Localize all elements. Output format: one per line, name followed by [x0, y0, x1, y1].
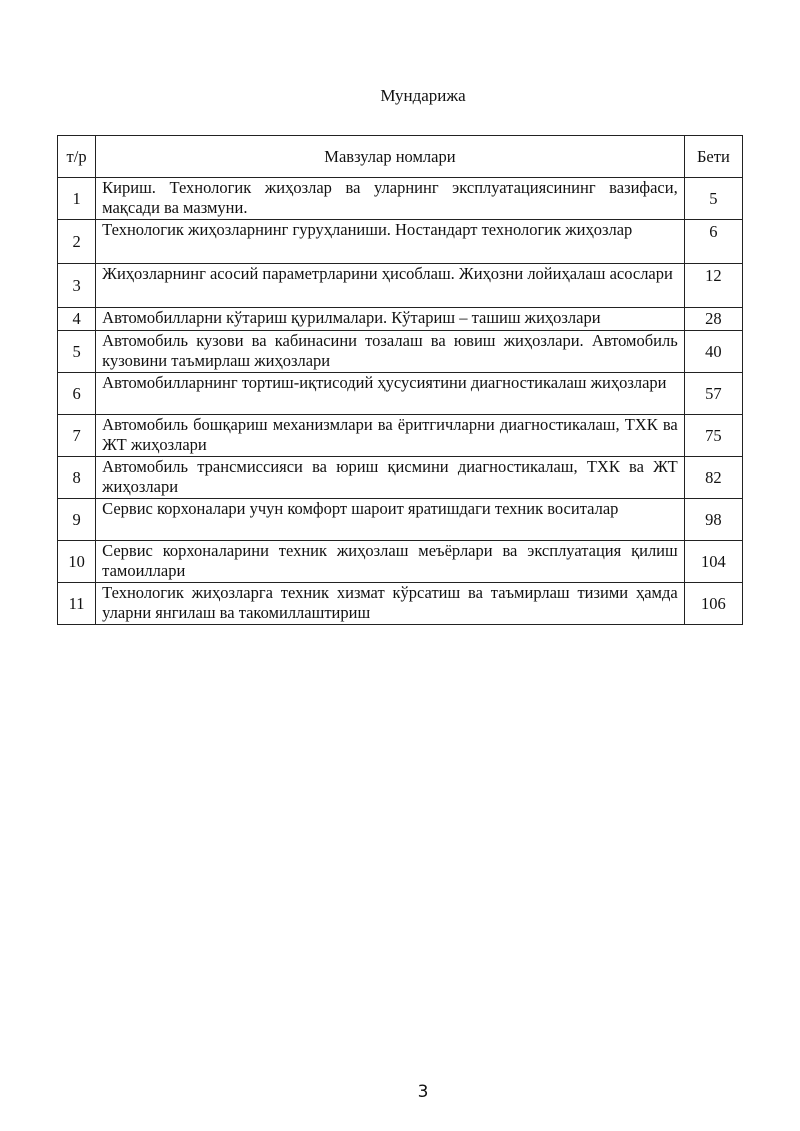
- table-row: [58, 331, 743, 373]
- header-topic: Мавзулар номлари: [96, 136, 685, 178]
- row-number: 1: [58, 178, 96, 220]
- table-row: [58, 373, 743, 415]
- row-number: 9: [58, 499, 96, 541]
- table-row: [58, 415, 743, 457]
- row-number: 2: [58, 220, 96, 264]
- row-page: 98: [684, 499, 742, 541]
- row-page: 104: [684, 541, 742, 583]
- row-page: 40: [684, 331, 742, 373]
- row-topic: Автомобилларнинг тортиш-иқтисодий ҳусусиятини диагностикалаш жиҳозлари: [96, 373, 685, 415]
- row-number: 7: [58, 415, 96, 457]
- table-row: [58, 308, 743, 331]
- table-row: [58, 178, 743, 220]
- row-number: 6: [58, 373, 96, 415]
- row-page: 57: [684, 373, 742, 415]
- row-page: 5: [684, 178, 742, 220]
- table-row: [58, 499, 743, 541]
- row-topic: Сервис корхоналарини техник жиҳозлаш меъёрлари ва эксплуатация қилиш тамоиллари: [96, 541, 685, 583]
- table-row: [58, 220, 743, 264]
- row-page: 6: [684, 220, 742, 264]
- row-number: 5: [58, 331, 96, 373]
- row-number: 11: [58, 583, 96, 625]
- table-row: [58, 541, 743, 583]
- row-number: 10: [58, 541, 96, 583]
- row-page: 75: [684, 415, 742, 457]
- row-topic: Жиҳозларнинг асосий параметрларини ҳисоблаш. Жиҳозни лойиҳалаш асослари: [96, 264, 685, 308]
- table-header-row: [58, 136, 743, 178]
- table-row: [58, 583, 743, 625]
- row-topic: Сервис корхоналари учун комфорт шароит яратишдаги техник воситалар: [96, 499, 685, 541]
- header-num: т/р: [58, 136, 96, 178]
- row-number: 3: [58, 264, 96, 308]
- row-page: 82: [684, 457, 742, 499]
- row-topic: Кириш. Технологик жиҳозлар ва уларнинг эксплуатациясининг вазифаси, мақсади ва мазмуни.: [96, 178, 685, 220]
- table-row: [58, 264, 743, 308]
- row-topic: Технологик жиҳозларнинг гуруҳланиши. Ностандарт технологик жиҳозлар: [96, 220, 685, 264]
- row-topic: Автомобиль трансмиссияси ва юриш қисмини диагностикалаш, ТХК ва ЖТ жиҳозлари: [96, 457, 685, 499]
- row-topic: Автомобиль кузови ва кабинасини тозалаш ва ювиш жиҳозлари. Автомобиль кузовини таъмирлаш жиҳозлари: [96, 331, 685, 373]
- row-topic: Автомобилларни кўтариш қурилмалари. Кўтариш – ташиш жиҳозлари: [96, 308, 685, 331]
- table-row: [58, 457, 743, 499]
- row-page: 12: [684, 264, 742, 308]
- row-topic: Автомобиль бошқариш механизмлари ва ёритгичларни диагностикалаш, ТХК ва ЖТ жиҳозлари: [96, 415, 685, 457]
- header-page: Бети: [684, 136, 742, 178]
- row-page: 106: [684, 583, 742, 625]
- row-page: 28: [684, 308, 742, 331]
- row-number: 8: [58, 457, 96, 499]
- row-topic: Технологик жиҳозларга техник хизмат кўрсатиш ва таъмирлаш тизими ҳамда уларни янгилаш ва такомиллаштириш: [96, 583, 685, 625]
- row-number: 4: [58, 308, 96, 331]
- page-number: 3: [417, 1082, 429, 1102]
- page-title: Мундарижа: [380, 86, 466, 105]
- table-of-contents: [57, 135, 743, 625]
